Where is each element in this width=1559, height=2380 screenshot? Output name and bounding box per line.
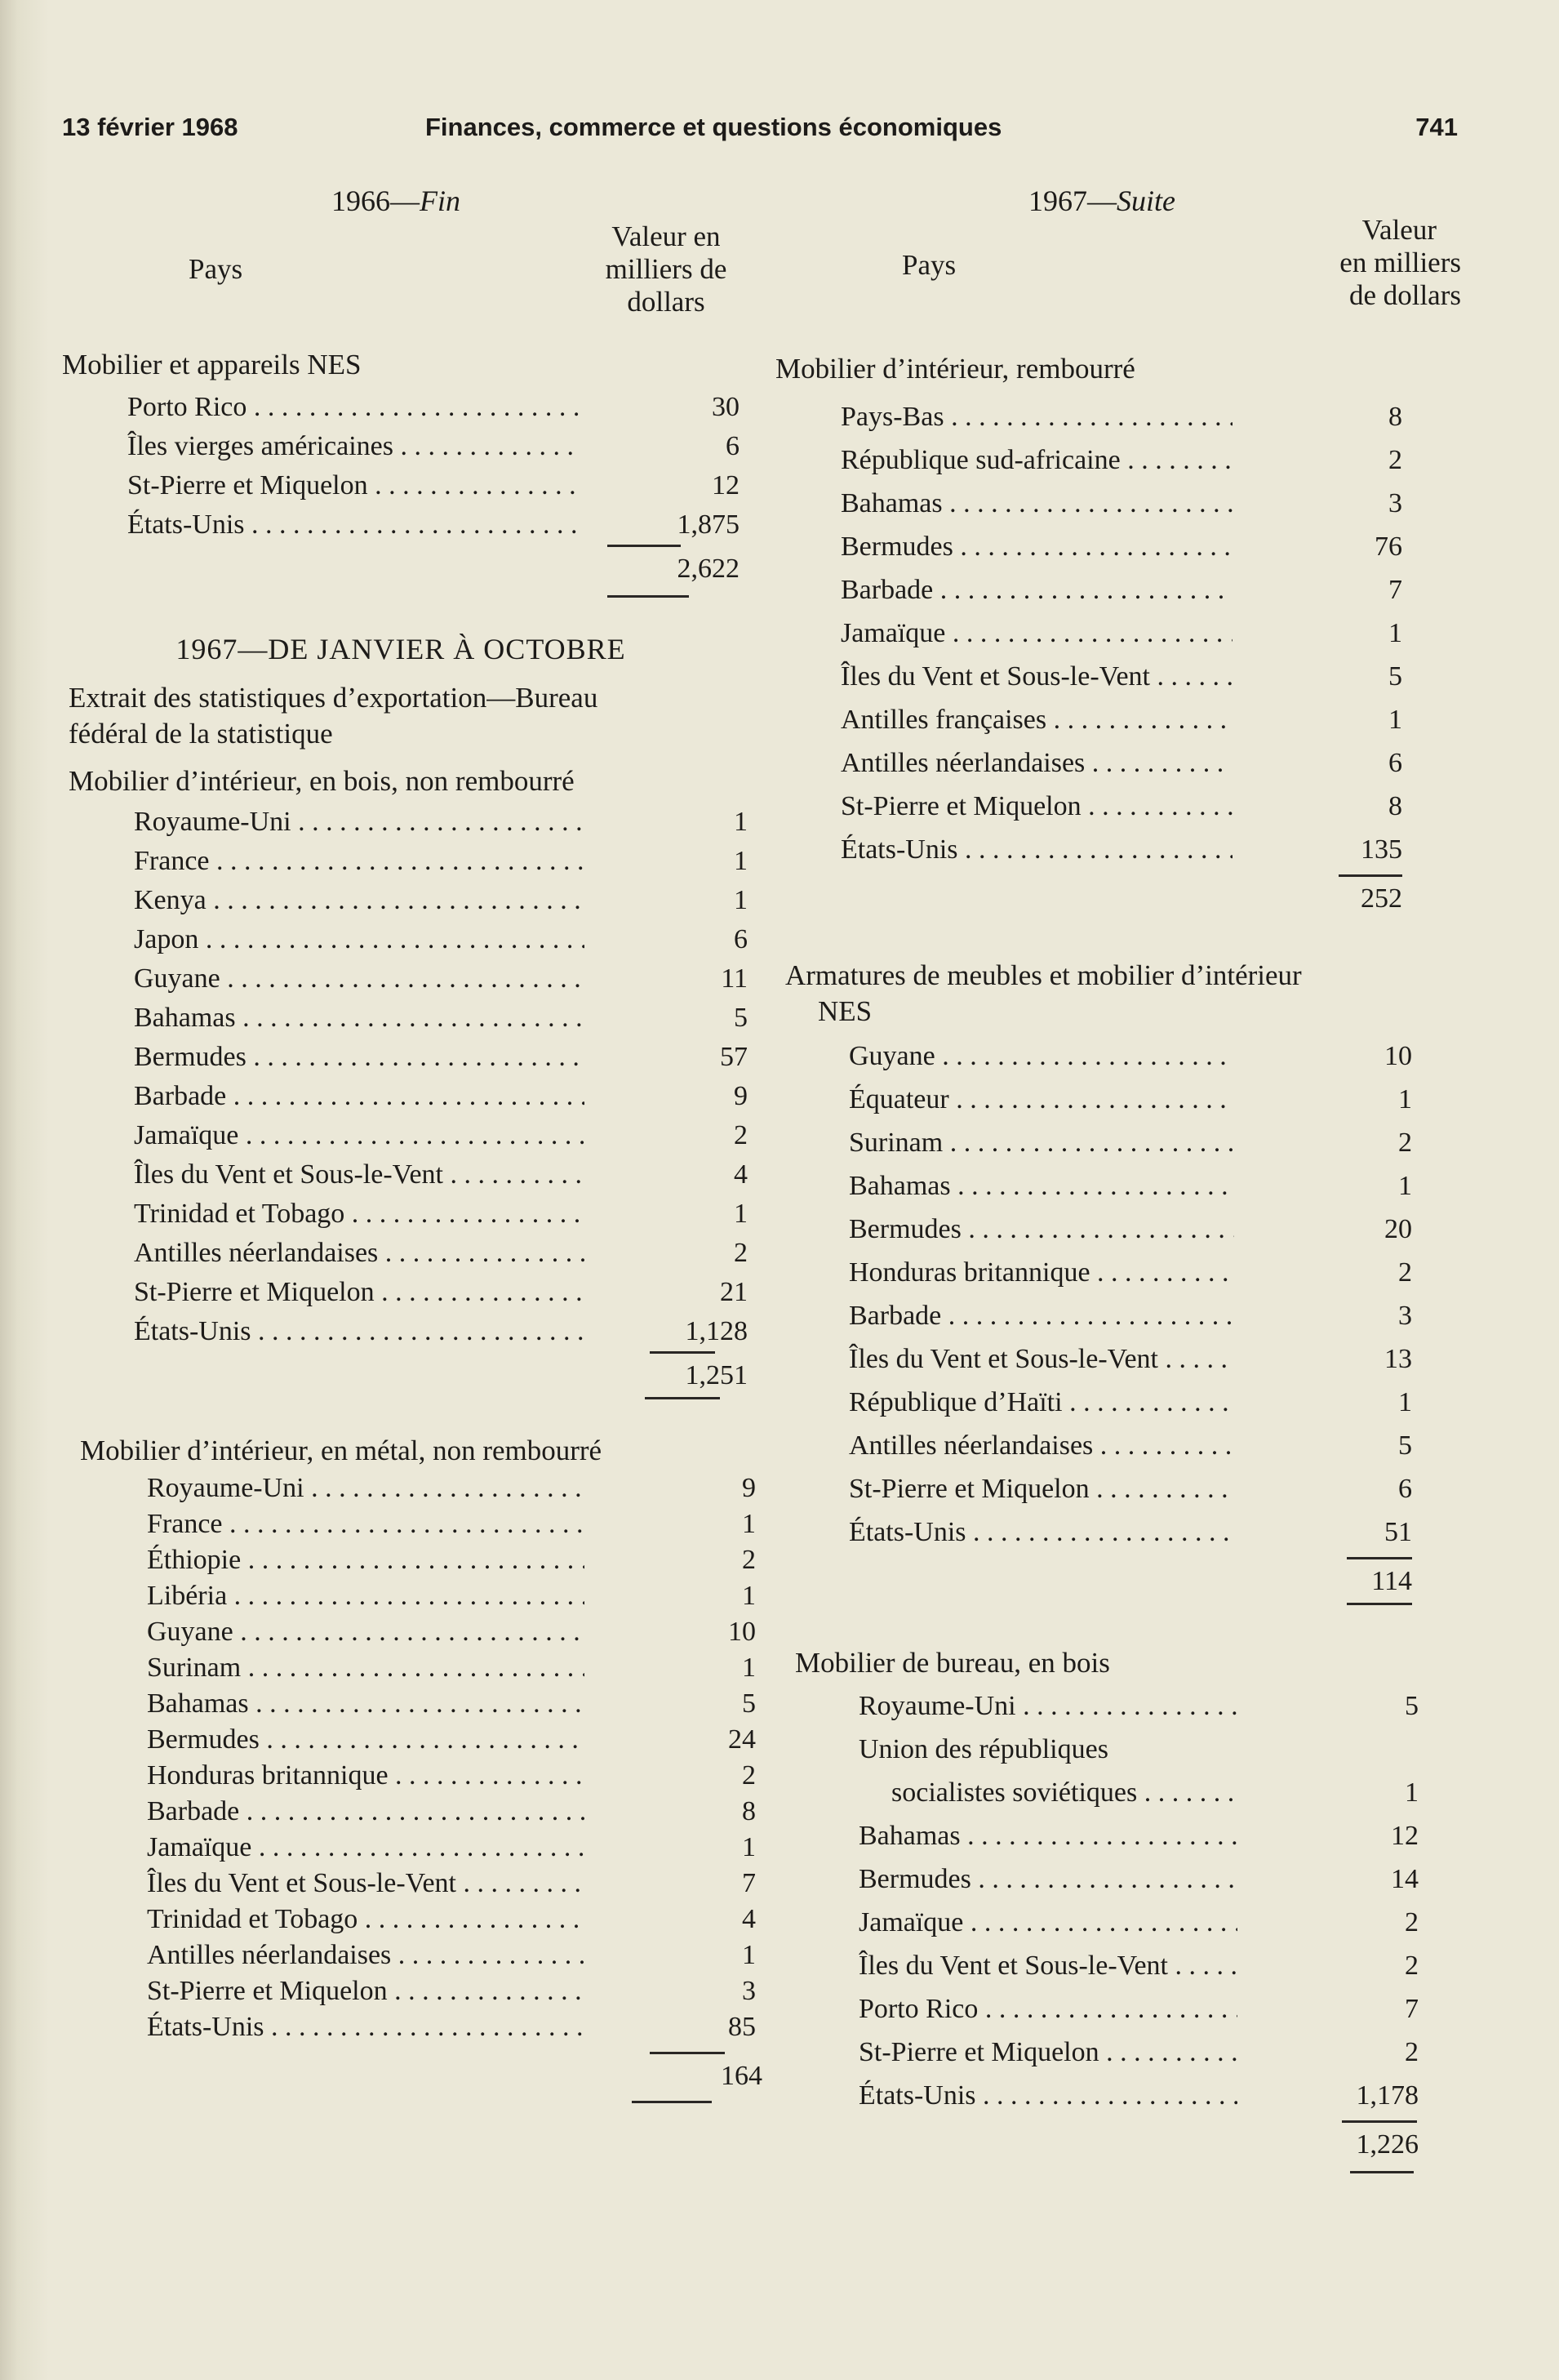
table-row [775,1034,1461,1078]
value-cell: 21 [720,1277,748,1307]
country-name: Jamaïque . . . [841,612,1233,655]
table-row [62,1973,756,2009]
table-row [62,1578,756,1614]
country-name: Équateur . . . [849,1078,1234,1121]
value-cell: 2 [742,1760,756,1791]
country-name: Trinidad et Tobago . . . [134,1194,584,1234]
period-heading: 1967—DE JANVIER À OCTOBRE [175,633,626,665]
header-date: 13 février 1968 [62,113,238,141]
table-row [775,525,1461,568]
header-title: Finances, commerce et questions économiques [425,113,1002,141]
table-row [775,1121,1461,1164]
table-row [775,785,1461,828]
right-section1-title: Mobilier d’intérieur, rembourré [775,353,1135,385]
value-cell: 1 [1398,1387,1412,1417]
right-section1-total-row [775,878,1461,920]
country-name: Surinam . . . [147,1650,584,1686]
table-row [62,1758,756,1794]
country-name: États-Unis . . . [147,2009,584,2045]
country-name: Bahamas . . . [841,482,1233,525]
country-name: Îles du Vent et Sous-le-Vent . . . [849,1337,1234,1381]
table-row [62,1866,756,1902]
table-row [62,1614,756,1650]
left-section3-title: Mobilier d’intérieur, en métal, non rembourré [80,1435,602,1466]
value-cell: 1 [1405,1777,1419,1808]
table-row [62,427,756,466]
section-total: 2,622 [677,554,740,584]
left-section3-rows [62,1470,756,2045]
value-cell: 51 [1384,1517,1412,1547]
right-col-pays: Pays [902,249,957,281]
right-column [775,184,1461,2174]
value-cell: 6 [734,924,748,954]
country-name: Guyane . . . [147,1614,584,1650]
table-row [775,1771,1461,1814]
table-row [775,395,1461,438]
country-name: St-Pierre et Miquelon . . . [127,466,580,505]
table-row [62,1077,756,1116]
table-row [775,1728,1461,1771]
country-name: Barbade . . . [147,1794,584,1830]
left-col-valeur-line: milliers de [605,253,727,285]
country-name: Bahamas . . . [134,999,584,1038]
country-name: États-Unis . . . [859,2074,1237,2117]
total-rule [775,2171,1461,2174]
section-total: 1,251 [685,1360,748,1390]
country-name: Barbade . . . [134,1077,584,1116]
section-total: 164 [721,2061,762,2091]
table-row [62,1722,756,1758]
country-name: Trinidad et Tobago . . . [147,1902,584,1937]
table-row [62,1830,756,1866]
left-col-pays: Pays [189,253,243,285]
country-name: Îles du Vent et Sous-le-Vent . . . [841,655,1233,698]
value-cell: 12 [1391,1821,1419,1851]
left-section2-title: Mobilier d’intérieur, en bois, non rembourré [69,765,575,797]
country-name: Bahamas . . . [147,1686,584,1722]
country-name: États-Unis . . . [134,1312,584,1351]
value-cell: 10 [728,1617,756,1647]
value-cell: 1 [734,846,748,876]
right-table-header [775,184,1461,351]
table-row [775,1987,1461,2031]
table-row [62,1937,756,1973]
value-cell: 12 [712,470,740,500]
left-section2-total-row [62,1355,756,1397]
value-cell: 3 [1398,1301,1412,1331]
country-name: Îles du Vent et Sous-le-Vent . . . [859,1944,1237,1987]
value-cell: 2 [1398,1257,1412,1288]
table-row [62,1650,756,1686]
right-subheading [1028,184,1175,218]
table-row [62,959,756,999]
value-cell: 1 [1398,1171,1412,1201]
value-cell: 4 [734,1159,748,1190]
value-cell: 2 [1405,1951,1419,1981]
left-section1-rows [62,388,756,545]
value-cell: 8 [1388,791,1402,821]
country-name: Kenya . . . [134,881,584,920]
country-name: Royaume-Uni . . . [134,803,584,842]
country-name: Antilles néerlandaises . . . [147,1937,584,1973]
country-name: St-Pierre et Miquelon . . . [849,1467,1234,1510]
value-cell: 2 [742,1545,756,1575]
table-row [775,482,1461,525]
right-subheading-suffix: Suite [1117,185,1175,217]
table-row [775,1814,1461,1857]
table-row [775,438,1461,482]
left-subheading-suffix: Fin [420,185,460,217]
country-name: Libéria . . . [147,1578,584,1614]
value-cell: 5 [1398,1430,1412,1461]
value-cell: 14 [1391,1864,1419,1894]
left-table-header [62,184,756,347]
section-total: 114 [1371,1566,1412,1596]
country-name: Bermudes . . . [859,1857,1237,1901]
right-section3-total-row [775,2124,1461,2166]
table-row [775,828,1461,871]
value-cell: 1 [1398,1084,1412,1114]
table-row [775,1467,1461,1510]
right-section2-total-row [775,1560,1461,1603]
country-name: Jamaïque . . . [134,1116,584,1155]
value-cell: 30 [712,392,740,422]
left-col-valeur [560,220,772,318]
right-col-valeur-line: Valeur [1361,214,1437,246]
country-name: Bahamas . . . [859,1814,1237,1857]
country-name: socialistes soviétiques . . . [891,1771,1237,1814]
country-name: Bermudes . . . [849,1208,1234,1251]
value-cell: 9 [734,1081,748,1111]
right-section2-title [785,958,1461,1030]
table-row [775,1078,1461,1121]
value-cell: 1,178 [1356,2080,1419,2111]
country-name: France . . . [147,1506,584,1542]
value-cell: 4 [742,1904,756,1934]
country-name: Porto Rico . . . [859,1987,1237,2031]
value-cell: 24 [728,1724,756,1755]
table-row [775,1424,1461,1467]
value-cell: 7 [742,1868,756,1898]
left-col-valeur-line: Valeur en [611,220,721,252]
table-row [62,1194,756,1234]
table-row [62,1542,756,1578]
country-name: Bermudes . . . [841,525,1233,568]
country-name: République sud-africaine . . . [841,438,1233,482]
right-section2-title-line: Armatures de meubles et mobilier d’intérieur [785,959,1302,991]
right-section2-title-line: NES [818,995,873,1027]
table-row [775,1251,1461,1294]
table-row [775,1381,1461,1424]
table-row [775,1164,1461,1208]
page-number: 741 [1415,113,1458,141]
right-col-valeur-line: en milliers [1339,247,1461,278]
table-row [775,1208,1461,1251]
country-name: Porto Rico . . . [127,388,580,427]
value-cell: 2 [1388,445,1402,475]
total-rule [62,2101,756,2104]
table-row [62,466,756,505]
country-name: Guyane . . . [134,959,584,999]
table-row [775,2074,1461,2117]
country-name: Jamaïque . . . [859,1901,1237,1944]
value-cell: 135 [1361,834,1402,865]
right-section3-title: Mobilier de bureau, en bois [795,1647,1110,1679]
table-row [62,1273,756,1312]
left-subheading [331,184,460,218]
left-section3-total-row [62,2055,762,2098]
value-cell: 2 [1405,2037,1419,2067]
table-row [775,655,1461,698]
total-rule [775,1603,1461,1606]
country-name: Jamaïque . . . [147,1830,584,1866]
value-cell: 1 [742,1832,756,1862]
country-name: Royaume-Uni . . . [147,1470,584,1506]
value-cell: 3 [1388,488,1402,518]
table-row [775,1944,1461,1987]
country-name: St-Pierre et Miquelon . . . [859,2031,1237,2074]
right-subheading-year: 1967— [1028,185,1117,217]
table-row [62,1470,756,1506]
value-cell: 3 [742,1976,756,2006]
country-name: Antilles françaises . . . [841,698,1233,741]
section-total: 252 [1361,883,1402,914]
value-cell: 1 [742,1581,756,1611]
table-row [62,881,756,920]
country-name: Union des républiques [859,1734,1108,1764]
total-rule [62,595,756,598]
table-row [62,1116,756,1155]
country-name: Antilles néerlandaises . . . [841,741,1233,785]
value-cell: 7 [1405,1994,1419,2024]
table-row [62,842,756,881]
value-cell: 10 [1384,1041,1412,1071]
table-row [62,1686,756,1722]
country-name: Bahamas . . . [849,1164,1234,1208]
country-name: États-Unis . . . [849,1510,1234,1554]
left-col-valeur-line: dollars [627,286,705,318]
value-cell: 5 [1405,1691,1419,1721]
country-name: Royaume-Uni . . . [859,1684,1237,1728]
country-name: France . . . [134,842,584,881]
country-name: Bermudes . . . [147,1722,584,1758]
table-row [775,1510,1461,1554]
value-cell: 20 [1384,1214,1412,1244]
table-row [775,568,1461,612]
value-cell: 11 [721,963,748,994]
country-name: St-Pierre et Miquelon . . . [134,1273,584,1312]
value-cell: 76 [1375,532,1402,562]
section-total: 1,226 [1356,2129,1419,2160]
value-cell: 2 [1405,1907,1419,1937]
country-name: Barbade . . . [849,1294,1234,1337]
country-name: St-Pierre et Miquelon . . . [147,1973,584,2009]
table-row [775,1857,1461,1901]
value-cell: 9 [742,1473,756,1503]
table-row [62,803,756,842]
table-row [62,999,756,1038]
country-name: Îles vierges américaines . . . [127,427,580,466]
table-row [62,1902,756,1937]
total-rule [62,1397,756,1400]
left-subheading-year: 1966— [331,185,420,217]
value-cell: 6 [1388,748,1402,778]
table-row [62,1506,756,1542]
country-name: Antilles néerlandaises . . . [849,1424,1234,1467]
table-row [775,1294,1461,1337]
page-header [62,113,1458,153]
left-section1-total-row [62,548,756,590]
country-name: Antilles néerlandaises . . . [134,1234,584,1273]
value-cell: 1,875 [677,509,740,540]
country-name: St-Pierre et Miquelon . . . [841,785,1233,828]
table-row [775,1684,1461,1728]
table-row [775,1337,1461,1381]
table-row [775,2031,1461,2074]
value-cell: 7 [1388,575,1402,605]
table-row [62,1312,756,1351]
country-name: Pays-Bas . . . [841,395,1233,438]
table-row [62,505,756,545]
source-line: Extrait des statistiques d’exportation—Bureau [69,682,598,714]
value-cell: 57 [720,1042,748,1072]
table-row [62,1794,756,1830]
value-cell: 1 [742,1940,756,1970]
value-cell: 1 [1388,618,1402,648]
right-section2-rows [775,1034,1461,1554]
value-cell: 1,128 [685,1316,748,1346]
left-section2-rows [62,803,756,1351]
right-col-valeur [1273,214,1461,312]
table-row [62,1038,756,1077]
table-row [775,1901,1461,1944]
value-cell: 2 [1398,1128,1412,1158]
value-cell: 13 [1384,1344,1412,1374]
country-name: Barbade . . . [841,568,1233,612]
right-section1-rows [775,395,1461,871]
value-cell: 6 [1398,1474,1412,1504]
country-name: Honduras britannique . . . [147,1758,584,1794]
value-cell: 85 [728,2012,756,2042]
country-name: Japon . . . [134,920,584,959]
value-cell: 2 [734,1238,748,1268]
country-name: États-Unis . . . [841,828,1233,871]
country-name: États-Unis . . . [127,505,580,545]
value-cell: 1 [734,885,748,915]
value-cell: 5 [742,1688,756,1719]
table-row [62,920,756,959]
left-section1-title: Mobilier et appareils NES [62,349,362,380]
value-cell: 1 [742,1509,756,1539]
right-section3-rows [775,1684,1461,2117]
source-line: fédéral de la statistique [69,718,333,750]
table-row [775,612,1461,655]
value-cell: 2 [734,1120,748,1150]
value-cell: 8 [742,1796,756,1826]
country-name: Surinam . . . [849,1121,1234,1164]
country-name: Îles du Vent et Sous-le-Vent . . . [147,1866,584,1902]
value-cell: 8 [1388,402,1402,432]
value-cell: 6 [726,431,740,461]
country-name: Bermudes . . . [134,1038,584,1077]
country-name: Honduras britannique . . . [849,1251,1234,1294]
value-cell: 1 [742,1653,756,1683]
table-row [62,388,756,427]
country-name: Éthiopie . . . [147,1542,584,1578]
value-cell: 1 [734,807,748,837]
country-name: Îles du Vent et Sous-le-Vent . . . [134,1155,584,1194]
value-cell: 5 [1388,661,1402,692]
right-col-valeur-line: de dollars [1348,279,1461,311]
country-name: Guyane . . . [849,1034,1234,1078]
table-row [62,1234,756,1273]
value-cell: 1 [1388,705,1402,735]
table-row [62,2009,756,2045]
value-cell: 1 [734,1199,748,1229]
table-row [775,741,1461,785]
table-row [775,698,1461,741]
value-cell: 5 [734,1003,748,1033]
country-name: République d’Haïti . . . [849,1381,1234,1424]
table-row [62,1155,756,1194]
source-note [69,680,756,752]
left-column [62,184,762,2104]
